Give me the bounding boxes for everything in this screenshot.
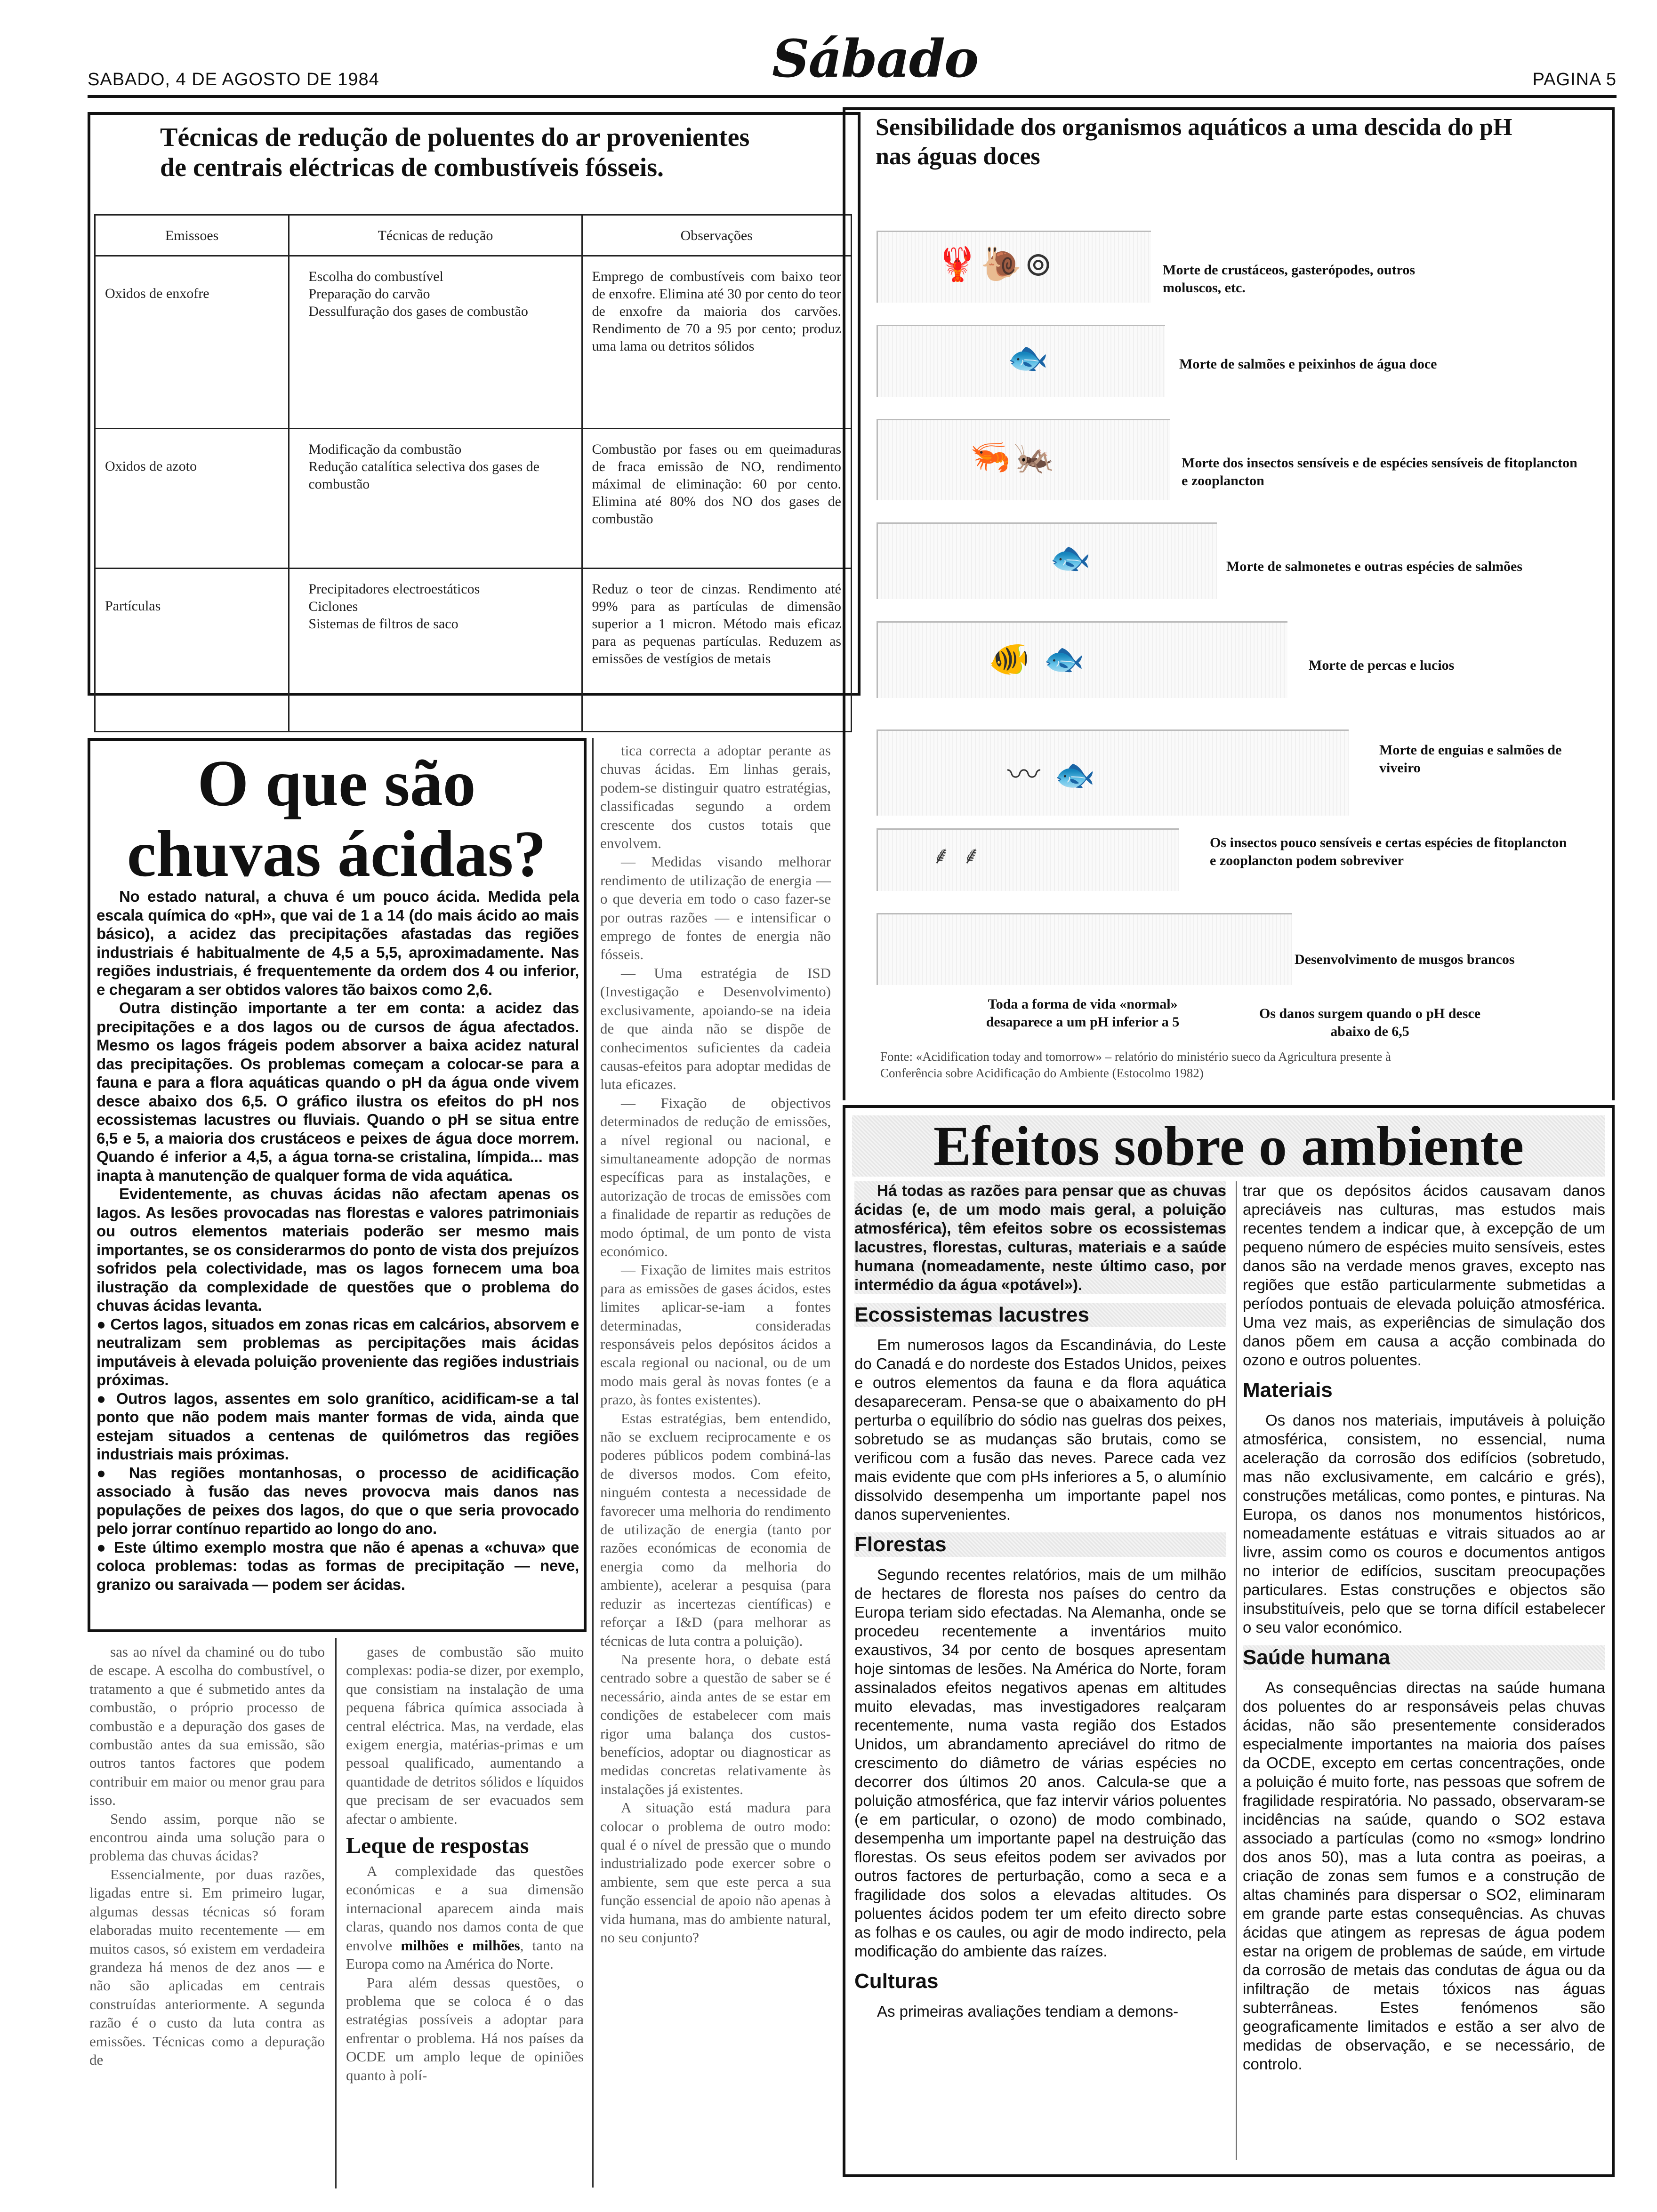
- table-header: Emissoes: [95, 215, 289, 256]
- crustacean-mollusc-icon: 🦞🐌⊚: [937, 247, 1055, 283]
- table-header: Observações: [582, 215, 851, 256]
- body-paragraph: Para além dessas questões, o problema que se coloca é o das estratégias possíveis a adoptar para enfrentar o problema. Há nos países da OCDE um amplo leque de opiniões quanto à polí-: [346, 1974, 584, 2084]
- article-bullet: ● Nas regiões montanhosas, o processo de acidificação associado à fusão das neves provocva mais danos nas populações de peixes dos lagos, do que o que seria provocado pelo jorrar contínuo repartido ao longo do ano.: [97, 1464, 579, 1538]
- body-paragraph: sas ao nível da chaminé ou do tubo de escape. A escolha do combustível, o tratamento a que é submetido antes da combustão, o próprio processo de combustão e a depuração dos gases de combustão antes da sua emissão, são outros tantos factores que podem contribuir em maior ou menor grau para isso.: [89, 1643, 325, 1809]
- efeitos-lead: Há todas as razões para pensar que as chuvas ácidas (e, de um modo mais geral, a poluição atmosférica), têm efeitos sobre os ecossistemas lacustres, florestas, culturas, materiais e a saúde humana (nomeadamente, neste último caso, por intermédio da água «potável»).: [854, 1182, 1226, 1293]
- insect-icon: 🦐🦗: [970, 439, 1058, 475]
- ph-band: [877, 913, 1292, 985]
- bottom-middle-column: [346, 1643, 584, 2084]
- ph-panel-title: Sensibilidade dos organismos aquáticos a uma descida do pH nas águas doces: [876, 114, 1512, 170]
- body-paragraph: tica correcta a adoptar perante as chuvas ácidas. Em linhas gerais, podem-se distinguir quatro estratégias, classificadas segundo a ordem crescente dos custos totais que envolvem.: [600, 742, 831, 852]
- table-row: [95, 429, 852, 569]
- table-title: Técnicas de redução de poluentes do ar provenientes de centrais eléctricas de combustíveis fósseis.: [160, 123, 750, 182]
- body-paragraph: Estas estratégias, bem entendido, não se excluem reciprocamente e os poderes públicos podem combiná-las de diversos modos. Com efeito, ninguém contesta a necessidade de favorecer uma melhoria do rendimento de utilização de energia (tanto por razões económicas de economia de energia como da melhoria do ambiente), acelerar a pesquisa (para reduzir as incertezas científicas) e reforçar a I&D (para melhorar as técnicas de luta contra a poluição).: [600, 1410, 831, 1649]
- fish-icon: 🐟: [1050, 540, 1094, 577]
- ph-band: [877, 729, 1349, 816]
- ph-caption: Morte de salmonetes e outras espécies de salmões: [1226, 559, 1523, 574]
- article-paragraph: Outra distinção importante a ter em conta: a acidez das precipitações e a dos lagos ou de cursos de água afectados. Mesmo os lagos frágeis podem absorver a baixa acidez natural das precipitações. Os problemas começam a colocar-se para a fauna e para a flora aquáticas quando o pH da água onde vivem desce abaixo dos 6,5. O gráfico ilustra os efeitos do pH nos ecossistemas lacustres ou fluviais. Quando o pH se situa entre 6,5 e 5, a maioria dos crustáceos e peixes de água doce morrem. Quando é inferior a 4,5, a água torna-se cristalina, límpida... mas inapta à manutenção de qualquer forma de vida aquática.: [97, 999, 579, 1184]
- body-paragraph: As consequências directas na saúde humana dos poluentes do ar responsáveis pelas chuvas ácidas, não são presentemente considerados especialmente importantes na maioria dos países da OCDE, excepto em certas concentrações, onde a poluição é muito forte, nas pessoas que sofrem de fragilidade respiratória. No passado, observaram-se incidências na saúde, quando o SO2 estava associado a partículas (como no «smog» londrino dos anos 50), mas a luta contra as poeiras, a criação de zonas sem fumos e a construção de altas chaminés para dispersar o SO2, eliminaram em grande parte estas consequências. As chuvas ácidas que atingem as represas de água podem estar na origem de problemas de saúde, em virtude da corrosão de metais das condutas de água ou da infiltração de metais tóxicos nas águas subterrâneas. Estes fenómenos são geograficamente limitados e estão a ser alvo de medidas de observação, e se necessário, de controlo.: [1243, 1679, 1605, 2073]
- body-paragraph: — Fixação de limites mais estritos para as emissões de gases ácidos, estes limites aplicar-se-iam a fontes determinadas, consideradas responsáveis pelos depósitos ácidos a escala regional ou nacional, ou de um modo mais geral às novas fontes (e a prazo, às fontes existentes).: [600, 1261, 831, 1408]
- body-paragraph: gases de combustão são muito complexas: podia-se dizer, por exemplo, que consistiam na instalação de uma pequena fábrica química associada à central eléctrica. Mas, na verdade, elas exigem energia, matérias-primas e um pessoal qualificado, aumentando a quantidade de detritos sólidos e líquidos que precisam de ser evacuados sem afectar o ambiente.: [346, 1643, 584, 1827]
- table-header: Técnicas de redução: [289, 215, 582, 256]
- body-bold-text: milhões e milhões: [401, 1937, 520, 1954]
- article-bullet: ● Certos lagos, situados em zonas ricas em calcários, absorvem e neutralizam sem problemas as percipitações mais ácidas imputáveis à elevada poluição proveniente das regiões industriais próximas.: [97, 1315, 579, 1389]
- table-cell-emission: Oxidos de azoto: [95, 429, 289, 569]
- section-heading-lacustres: Ecossistemas lacustres: [854, 1303, 1226, 1327]
- body-paragraph: — Fixação de objectivos determinados de redução de emissões, a nível regional ou nacional, e simultaneamente adopção de normas específicas para as instalações, e autorização de trocas de emissões com a finalidade de repartir as reduções de modo óptimal, de um ponto de vista económico.: [600, 1094, 831, 1259]
- table-row: [95, 256, 852, 429]
- fish-icon: 🐠 🐟: [989, 641, 1087, 678]
- body-paragraph: Essencialmente, por duas razões, ligadas entre si. Em primeiro lugar, algumas dessas técnicas só foram elaboradas muito recentemente — em muitos casos, só existem em verdadeira grandeza há menos de dez anos — e não são aplicadas em centrais construídas anteriormente. A segunda razão é o custo da luta contra as emissões. Técnicas como a depuração de: [89, 1866, 325, 2068]
- insect-icon: ⸙ ⸙: [932, 842, 984, 869]
- bottom-left-column: [89, 1643, 325, 2069]
- column-rule: [335, 1638, 337, 2188]
- ph-caption: Morte dos insectos sensíveis e de espécies sensíveis de fitoplancton e zooplancton: [1182, 455, 1577, 489]
- article-paragraph: Evidentemente, as chuvas ácidas não afectam apenas os lagos. As lesões provocadas nas florestas e valores patrimoniais ou outros elementos materiais poderão ser mesmo mais importantes, se os considerarmos do ponto de vista dos prejuízos sofridos pela colectividade, mas os lagos fornecem uma boa ilustração da complexidade de questões que o problema do chuvas ácidas levanta.: [97, 1185, 579, 1314]
- page-number: PAGINA 5: [1532, 70, 1617, 89]
- article-bullet: ● Este último exemplo mostra que não é apenas a «chuva» que coloca problemas: todas as formas de precipitação — neve, granizo ou saraivada — podem ser ácidas.: [97, 1538, 579, 1594]
- strategies-column: [600, 741, 831, 1947]
- ph-source: Fonte: «Acidification today and tomorrow» – relatório do ministério sueco da Agricultura presente à Conferência sobre Acidificação do Ambiente (Estocolmo 1982): [880, 1050, 1391, 1080]
- ph-band: [877, 828, 1179, 891]
- article-body: [97, 887, 579, 1594]
- table-cell-observation: Combustão por fases ou em queimaduras de fraca emissão de NO, rendimento máximal de eliminação: 60 por cento. Elimina até 80% dos NO dos gases de combustão: [582, 429, 851, 569]
- table-cell-emission: Oxidos de enxofre: [95, 256, 289, 429]
- table-header-row: [95, 215, 852, 256]
- article-paragraph: No estado natural, a chuva é um pouco ácida. Medida pela escala química do «pH», que vai de 1 a 14 (do mais ácido ao mais básico), a acidez das precipitações afastadas das regiões industriais é habitualmente de 4,5 a 5,5, aproximadamente. Nas regiões industriais, é frequentemente da ordem dos 4 ou inferior, e chegaram a ser obtidos valores tão baixos como 2,6.: [97, 888, 579, 998]
- eel-icon: 〰 🐟: [1007, 757, 1098, 793]
- efeitos-right-column: [1243, 1181, 1605, 2074]
- body-paragraph: As primeiras avaliações tendiam a demons-: [877, 2003, 1179, 2020]
- column-rule: [1236, 1181, 1237, 2160]
- fish-icon: 🐟: [1007, 340, 1052, 377]
- reduction-techniques-table: [94, 214, 852, 732]
- ph-caption: Desenvolvimento de musgos brancos: [1295, 952, 1515, 967]
- column-rule: [592, 738, 594, 2188]
- section-heading-leque: Leque de respostas: [346, 1833, 529, 1859]
- issue-date: SABADO, 4 DE AGOSTO DE 1984: [88, 70, 379, 89]
- masthead-rule: [88, 95, 1617, 98]
- efeitos-left-column: [854, 1181, 1226, 2021]
- article-bullet: ● Outros lagos, assentes em solo granítico, acidificam-se a tal ponto que não podem mais manter formas de vida, ainda que estejam situados a centenas de quilómetros das regiões industriais mais próximas.: [97, 1389, 579, 1464]
- body-paragraph: Segundo recentes relatórios, mais de um milhão de hectares de floresta nos países do centro da Europa teriam sido efectadas. Na Alemanha, onde se procedeu recentemente a inventários muito exaustivos, 34 por cento de bosques apresentam hoje sintomas de lesões. Na América do Norte, foram assinalados efeitos negativos apenas em altitudes muito elevadas, mas investigadores realçaram recentemente, numa vasta região dos Estados Unidos, um abrandamento apreciável do ritmo de crescimento do diâmetro de várias espécies no decorrer dos últimos 20 anos. Calcula-se que a poluição atmosférica, que faz intervir vários poluentes (e em particular, o ozono) de modo combinado, desempenha um importante papel na destruição das florestas. Os seus efeitos podem ser avivados por outros factores de perturbação, como a seca e a fragilidade dos solos a elevadas altitudes. Os poluentes ácidos podem ter um efeito directo sobre as folhas e os caules, ou agir de modo indirecto, pela modificação do ambiente das raízes.: [854, 1566, 1226, 1960]
- body-paragraph: Sendo assim, porque não se encontrou ainda uma solução para o problema das chuvas ácidas?: [89, 1810, 325, 1864]
- ph-caption: Os insectos pouco sensíveis e certas espécies de fitoplancton e zooplancton podem sobreviver: [1210, 835, 1567, 868]
- newspaper-logo: Sábado: [772, 28, 978, 89]
- ph-note-left: Toda a forma de vida «normal» desaparece a um pH inferior a 5: [986, 996, 1180, 1030]
- section-heading-florestas: Florestas: [854, 1532, 1226, 1557]
- table-cell-observation: Reduz o teor de cinzas. Rendimento até 99% para as partículas de dimensão superior a 1 micron. Método mais eficaz para as pequenas partículas. Reduzem as emissões de vestígios de metais: [582, 569, 851, 732]
- ph-caption: Morte de salmões e peixinhos de água doce: [1179, 356, 1437, 372]
- article-headline: O que são chuvas ácidas?: [127, 747, 547, 890]
- section-heading-materiais: Materiais: [1243, 1378, 1333, 1402]
- body-paragraph: [346, 1862, 584, 1973]
- table-cell-observation: Emprego de combustíveis com baixo teor de enxofre. Elimina até 30 por cento do teor de enxofre da maioria dos carvões. Rendimento de 70 a 95 por cento; produz uma lama ou detritos sólidos: [582, 256, 851, 429]
- ph-band: [877, 522, 1217, 599]
- table-cell-technique: Escolha do combustível Preparação do carvão Dessulfuração dos gases de combustão: [289, 256, 582, 429]
- table-row: [95, 569, 852, 732]
- body-paragraph: — Uma estratégia de ISD (Investigação e Desenvolvimento) exclusivamente, apoiando-se na ideia de que ainda não se dispõe de conhecimentos suficientes da cadeia causas-efeitos para adoptar medidas de luta eficazes.: [600, 964, 831, 1093]
- ph-caption: Morte de percas e lucios: [1309, 657, 1455, 673]
- section-heading-culturas: Culturas: [854, 1970, 939, 1993]
- body-paragraph: Os danos nos materiais, imputáveis à poluição atmosférica, consistem, no essencial, numa aceleração da corrosão dos edifícios (sobretudo, mas não exclusivamente, em calcário e grés), construções metálicas, como pontes, e pinturas. Na Europa, os danos nos monumentos históricos, nomeadamente estátuas e vitrais situados ao ar livre, assim como os couros e documentos antigos no interior de edifícios, suscitam preocupações particulares. Estas construções e objectos são insubstituíveis, pelo que se torna difícil estabelecer o seu valor económico.: [1243, 1411, 1605, 1636]
- efeitos-headline: Efeitos sobre o ambiente: [852, 1115, 1605, 1177]
- body-text: , tanto na Europa como na América do Norte.: [346, 1937, 584, 1972]
- body-text: A complexidade das questões económicas e a sua dimensão internacional aparecem ainda mais claras, quando nos damos conta de que envolve: [346, 1863, 584, 1954]
- body-paragraph: A situação está madura para colocar o problema de outro modo: qual é o nível de pressão que o mundo industrializado pode exercer sobre o ambiente, sem que este perca a sua função essencial de apoio não apenas à vida humana, mas do ambiente natural, no seu conjunto?: [600, 1799, 831, 1946]
- body-paragraph: trar que os depósitos ácidos causavam danos apreciáveis nas culturas, mas estudos mais recentes tendem a indicar que, à excepção de um pequeno número de espécies muito sensíveis, estes danos são na verdade menos graves, excepto nas regiões que estão particularmente submetidas a períodos pontuais de elevada poluição atmosférica. Uma vez mais, as experiências de simulação dos danos põem em causa a acção combinada do ozono e outros poluentes.: [1243, 1182, 1605, 1369]
- body-paragraph: Na presente hora, o debate está centrado sobre a questão de saber se é necessário, ainda antes de se estar em condições de estabelecer com mais rigor uma balança dos custos-benefícios, adoptar ou diagnosticar as medidas concretas relativamente às instalações já existentes.: [600, 1651, 831, 1797]
- section-heading-saude: Saúde humana: [1243, 1645, 1605, 1670]
- body-paragraph: — Medidas visando melhorar rendimento de utilização de energia — o que deveria em todo o caso fazer-se por outras razões — e intensificar o emprego de fontes de energia não fósseis.: [600, 853, 831, 963]
- ph-caption: Morte de enguias e salmões de viveiro: [1379, 742, 1562, 776]
- table-cell-technique: Modificação da combustão Redução catalítica selectiva dos gases de combustão: [289, 429, 582, 569]
- body-paragraph: Em numerosos lagos da Escandinávia, do Leste do Canadá e do nordeste dos Estados Unidos, peixes e outros elementos da fauna e da flora aquática desapareceram. Pensa-se que o abaixamento do pH perturba o equilíbrio do sódio nas guelras dos peixes, sobretudo se as mudanças são brutais, como se verificou com a fusão das neves. Parece cada vez mais evidente que com pHs inferiores a 5, o alumínio dissolvido desempenha um importante papel nos danos supervenientes.: [854, 1336, 1226, 1523]
- table-cell-emission: Partículas: [95, 569, 289, 732]
- ph-note-right: Os danos surgem quando o pH desce abaixo de 6,5: [1259, 1006, 1481, 1039]
- ph-caption: Morte de crustáceos, gasterópodes, outros moluscos, etc.: [1163, 262, 1416, 296]
- table-cell-technique: Precipitadores electroestáticos Ciclones Sistemas de filtros de saco: [289, 569, 582, 732]
